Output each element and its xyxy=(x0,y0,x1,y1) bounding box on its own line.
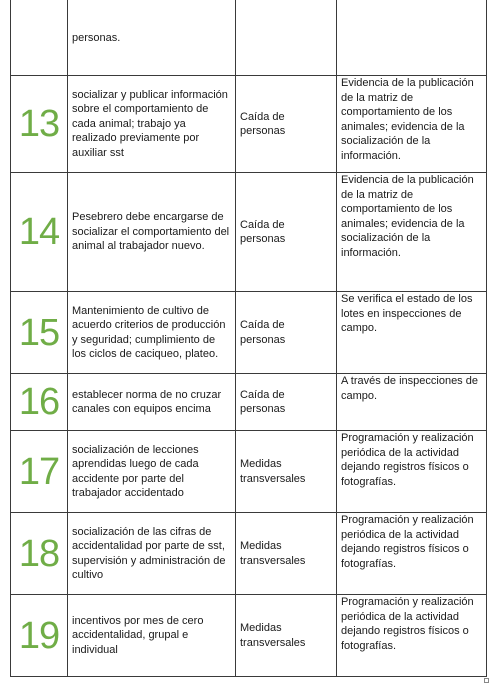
evidence-cell xyxy=(337,0,487,76)
activity-cell: socialización de las cifras de accidentalidad por parte de sst, supervisión y administración de cultivo xyxy=(68,513,236,595)
evidence-cell: Evidencia de la publicación de la matriz de comportamiento de los animales; evidencia de la socialización de la información. xyxy=(337,76,487,173)
evidence-cell: A través de inspecciones de campo. xyxy=(337,374,487,431)
table-row xyxy=(11,0,487,76)
activity-cell: Pesebrero debe encargarse de socializar el comportamiento del animal al trabajador nuevo. xyxy=(68,173,236,292)
risk-cell: Caída de personas xyxy=(236,292,337,374)
table-row xyxy=(11,292,487,374)
row-number: 18 xyxy=(11,513,68,595)
activity-cell: incentivos por mes de cero accidentalidad, grupal e individual xyxy=(68,595,236,677)
risk-cell: Medidas transversales xyxy=(236,595,337,677)
evidence-cell: Se verifica el estado de los lotes en inspecciones de campo. xyxy=(337,292,487,374)
evidence-cell: Programación y realización periódica de la actividad dejando registros físicos o fotografías. xyxy=(337,431,487,513)
table-row xyxy=(11,374,487,431)
risk-cell: Medidas transversales xyxy=(236,513,337,595)
risk-cell: Medidas transversales xyxy=(236,431,337,513)
activity-cell: Mantenimiento de cultivo de acuerdo criterios de producción y seguridad; cumplimiento de los ciclos de cacique​o, plateo. xyxy=(68,292,236,374)
row-number: 16 xyxy=(11,374,68,431)
table-row xyxy=(11,595,487,677)
row-number: 17 xyxy=(11,431,68,513)
row-number: 13 xyxy=(11,76,68,173)
row-number xyxy=(11,0,68,76)
activity-cell: socializar y publicar información sobre el comportamiento de cada animal; trabajo ya realizado previamente por auxiliar sst xyxy=(68,76,236,173)
table-row xyxy=(11,173,487,292)
activity-cell: personas. xyxy=(68,0,236,76)
row-number: 14 xyxy=(11,173,68,292)
table-row xyxy=(11,76,487,173)
row-number: 19 xyxy=(11,595,68,677)
table-row xyxy=(11,431,487,513)
evidence-cell: Evidencia de la publicación de la matriz de comportamiento de los animales; evidencia de la socialización de la información. xyxy=(337,173,487,292)
activity-cell: establecer norma de no cruzar canales con equipos encima xyxy=(68,374,236,431)
risk-cell: Caída de personas xyxy=(236,173,337,292)
risk-cell xyxy=(236,0,337,76)
activity-cell: socialización de lecciones aprendidas luego de cada accidente por parte del trabajador accidentado xyxy=(68,431,236,513)
row-number: 15 xyxy=(11,292,68,374)
measures-table xyxy=(10,0,487,677)
evidence-cell: Programación y realización periódica de la actividad dejando registros físicos o fotografías. xyxy=(337,595,487,677)
table-row xyxy=(11,513,487,595)
table-resize-handle[interactable] xyxy=(484,678,489,683)
evidence-cell: Programación y realización periódica de la actividad dejando registros físicos o fotografías. xyxy=(337,513,487,595)
risk-cell: Caída de personas xyxy=(236,374,337,431)
risk-cell: Caída de personas xyxy=(236,76,337,173)
